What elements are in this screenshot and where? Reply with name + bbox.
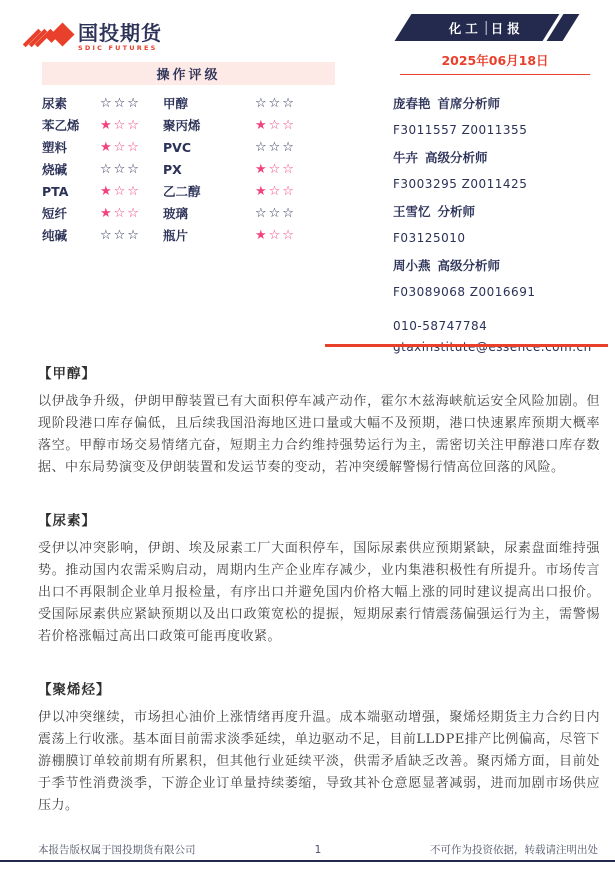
rating-row	[42, 158, 338, 180]
rating-product: 乙二醇	[163, 184, 201, 199]
section-urea	[38, 509, 600, 648]
rating-panel-title: 操作评级	[42, 62, 335, 85]
analyst-ids: F3011557 Z0011355	[393, 122, 528, 137]
rating-row	[42, 136, 338, 158]
rating-product: 烧碱	[42, 162, 68, 177]
rating-row	[42, 202, 338, 224]
section-title: 【尿素】	[38, 513, 96, 529]
analyst-ids: F3003295 Z0011425	[393, 176, 528, 191]
rating-row	[42, 114, 338, 136]
rating-stars: ☆☆☆	[100, 95, 141, 111]
rating-stars: ★☆☆	[255, 183, 296, 199]
page-footer	[38, 842, 598, 857]
rating-table	[42, 92, 338, 246]
section-paragraph: 以伊战争升级，伊朗甲醇装置已有大面积停车减产动作，霍尔木兹海峡航运安全风险加剧。但现阶段港口库存偏低，且后续我国沿海地区进口量或大幅不及预期，港口快速累库预期大概率落空。甲醇市场交易情绪亢奋，短期主力合约维持强势运行为主，需密切关注甲醇港口库存数据、中东局势演变及伊朗装置和发运节奏的变动，若冲突缓解警惕行情高位回落的风险。	[38, 394, 600, 475]
section-paragraph: 受伊以冲突影响，伊朗、埃及尿素工厂大面积停车，国际尿素供应预期紧缺，尿素盘面维持强势。推动国内农需采购启动，周期内生产企业库存减少，业内集港积极性有所提升。市场传言出口不再限制企业单月报检量，有序出口并避免国内价格大幅上涨的同时建议提高出口报价。受国际尿素供应紧缺预期以及出口政策宽松的提振，短期尿素行情震荡偏强运行为主，需警惕若价格涨幅过高出口政策可能再度收紧。	[38, 541, 600, 644]
report-body	[38, 362, 600, 847]
analyst-ids: F03125010	[393, 230, 466, 245]
section-methanol	[38, 362, 600, 479]
rating-product: 短纤	[42, 206, 68, 221]
company-logo	[28, 20, 162, 54]
rating-row	[42, 180, 338, 202]
contact-phone: 010-58747784	[393, 318, 488, 333]
footer-disclaimer: 不可作为投资依据，转载请注明出处	[430, 844, 598, 856]
rating-product: PX	[163, 161, 182, 177]
rating-product: 聚丙烯	[163, 118, 201, 133]
banner-slash-decoration	[543, 14, 564, 41]
banner-divider	[487, 21, 488, 35]
contact-block	[393, 315, 608, 357]
analyst-name: 周小燕 高级分析师	[393, 257, 501, 273]
rating-stars: ★☆☆	[255, 117, 296, 133]
report-header-column	[393, 14, 608, 357]
logo-diamond-icon	[28, 20, 72, 54]
rating-product: 甲醇	[163, 96, 189, 111]
rating-stars: ★☆☆	[100, 117, 141, 133]
report-title-banner	[395, 14, 580, 41]
section-title: 【甲醇】	[38, 366, 96, 382]
rating-product: 塑料	[42, 140, 68, 155]
rating-stars: ☆☆☆	[255, 205, 296, 221]
footer-copyright: 本报告版权属于国投期货有限公司	[38, 844, 196, 856]
rating-row	[42, 92, 338, 114]
brand-name-en: SDIC FUTURES	[78, 43, 158, 52]
rating-row	[42, 224, 338, 246]
analyst-name: 王雪忆 分析师	[393, 203, 476, 219]
analyst-list	[393, 89, 608, 305]
footer-rule-line	[0, 860, 615, 862]
rating-stars: ☆☆☆	[255, 139, 296, 155]
rating-stars: ☆☆☆	[100, 227, 141, 243]
brand-name-cn: 国投期货	[78, 20, 162, 45]
rating-stars: ☆☆☆	[100, 161, 141, 177]
footer-page-number: 1	[314, 843, 322, 856]
rating-product: PVC	[163, 139, 192, 155]
section-paragraph: 伊以冲突继续，市场担心油价上涨情绪再度升温。成本端驱动增强，聚烯烃期货主力合约日内震荡上行收涨。基本面目前需求淡季延续，单边驱动不足，目前LLDPE排产比例偏高，尽管下游棚膜订单较前期有所累积，但其他行业延续平淡，供需矛盾缺乏改善。聚丙烯方面，目前处于季节性消费淡季，下游企业订单量持续萎缩，导致其补仓意愿显著减弱，进而加剧市场供应压力。	[38, 710, 600, 813]
analyst-name: 牛卉 高级分析师	[393, 149, 488, 165]
section-title: 【聚烯烃】	[38, 682, 111, 698]
rating-stars: ★☆☆	[100, 183, 141, 199]
section-polyolefin	[38, 678, 600, 817]
rating-stars: ☆☆☆	[255, 95, 296, 111]
rating-stars: ★☆☆	[255, 161, 296, 177]
rating-stars: ★☆☆	[100, 139, 141, 155]
rating-product: 纯碱	[42, 228, 68, 243]
report-title-left: 化工	[449, 20, 483, 36]
report-title-right: 日报	[491, 20, 525, 36]
header-divider-line	[325, 344, 608, 347]
rating-product: 尿素	[42, 96, 68, 111]
rating-product: 苯乙烯	[42, 118, 80, 133]
rating-product: 瓶片	[163, 228, 189, 243]
report-date: 2025年06月18日	[400, 51, 590, 75]
analyst-ids: F03089068 Z0016691	[393, 284, 536, 299]
rating-product: 玻璃	[163, 206, 189, 221]
analyst-name: 庞春艳 首席分析师	[393, 95, 501, 111]
rating-stars: ★☆☆	[100, 205, 141, 221]
rating-stars: ★☆☆	[255, 227, 296, 243]
rating-product: PTA	[42, 183, 69, 199]
